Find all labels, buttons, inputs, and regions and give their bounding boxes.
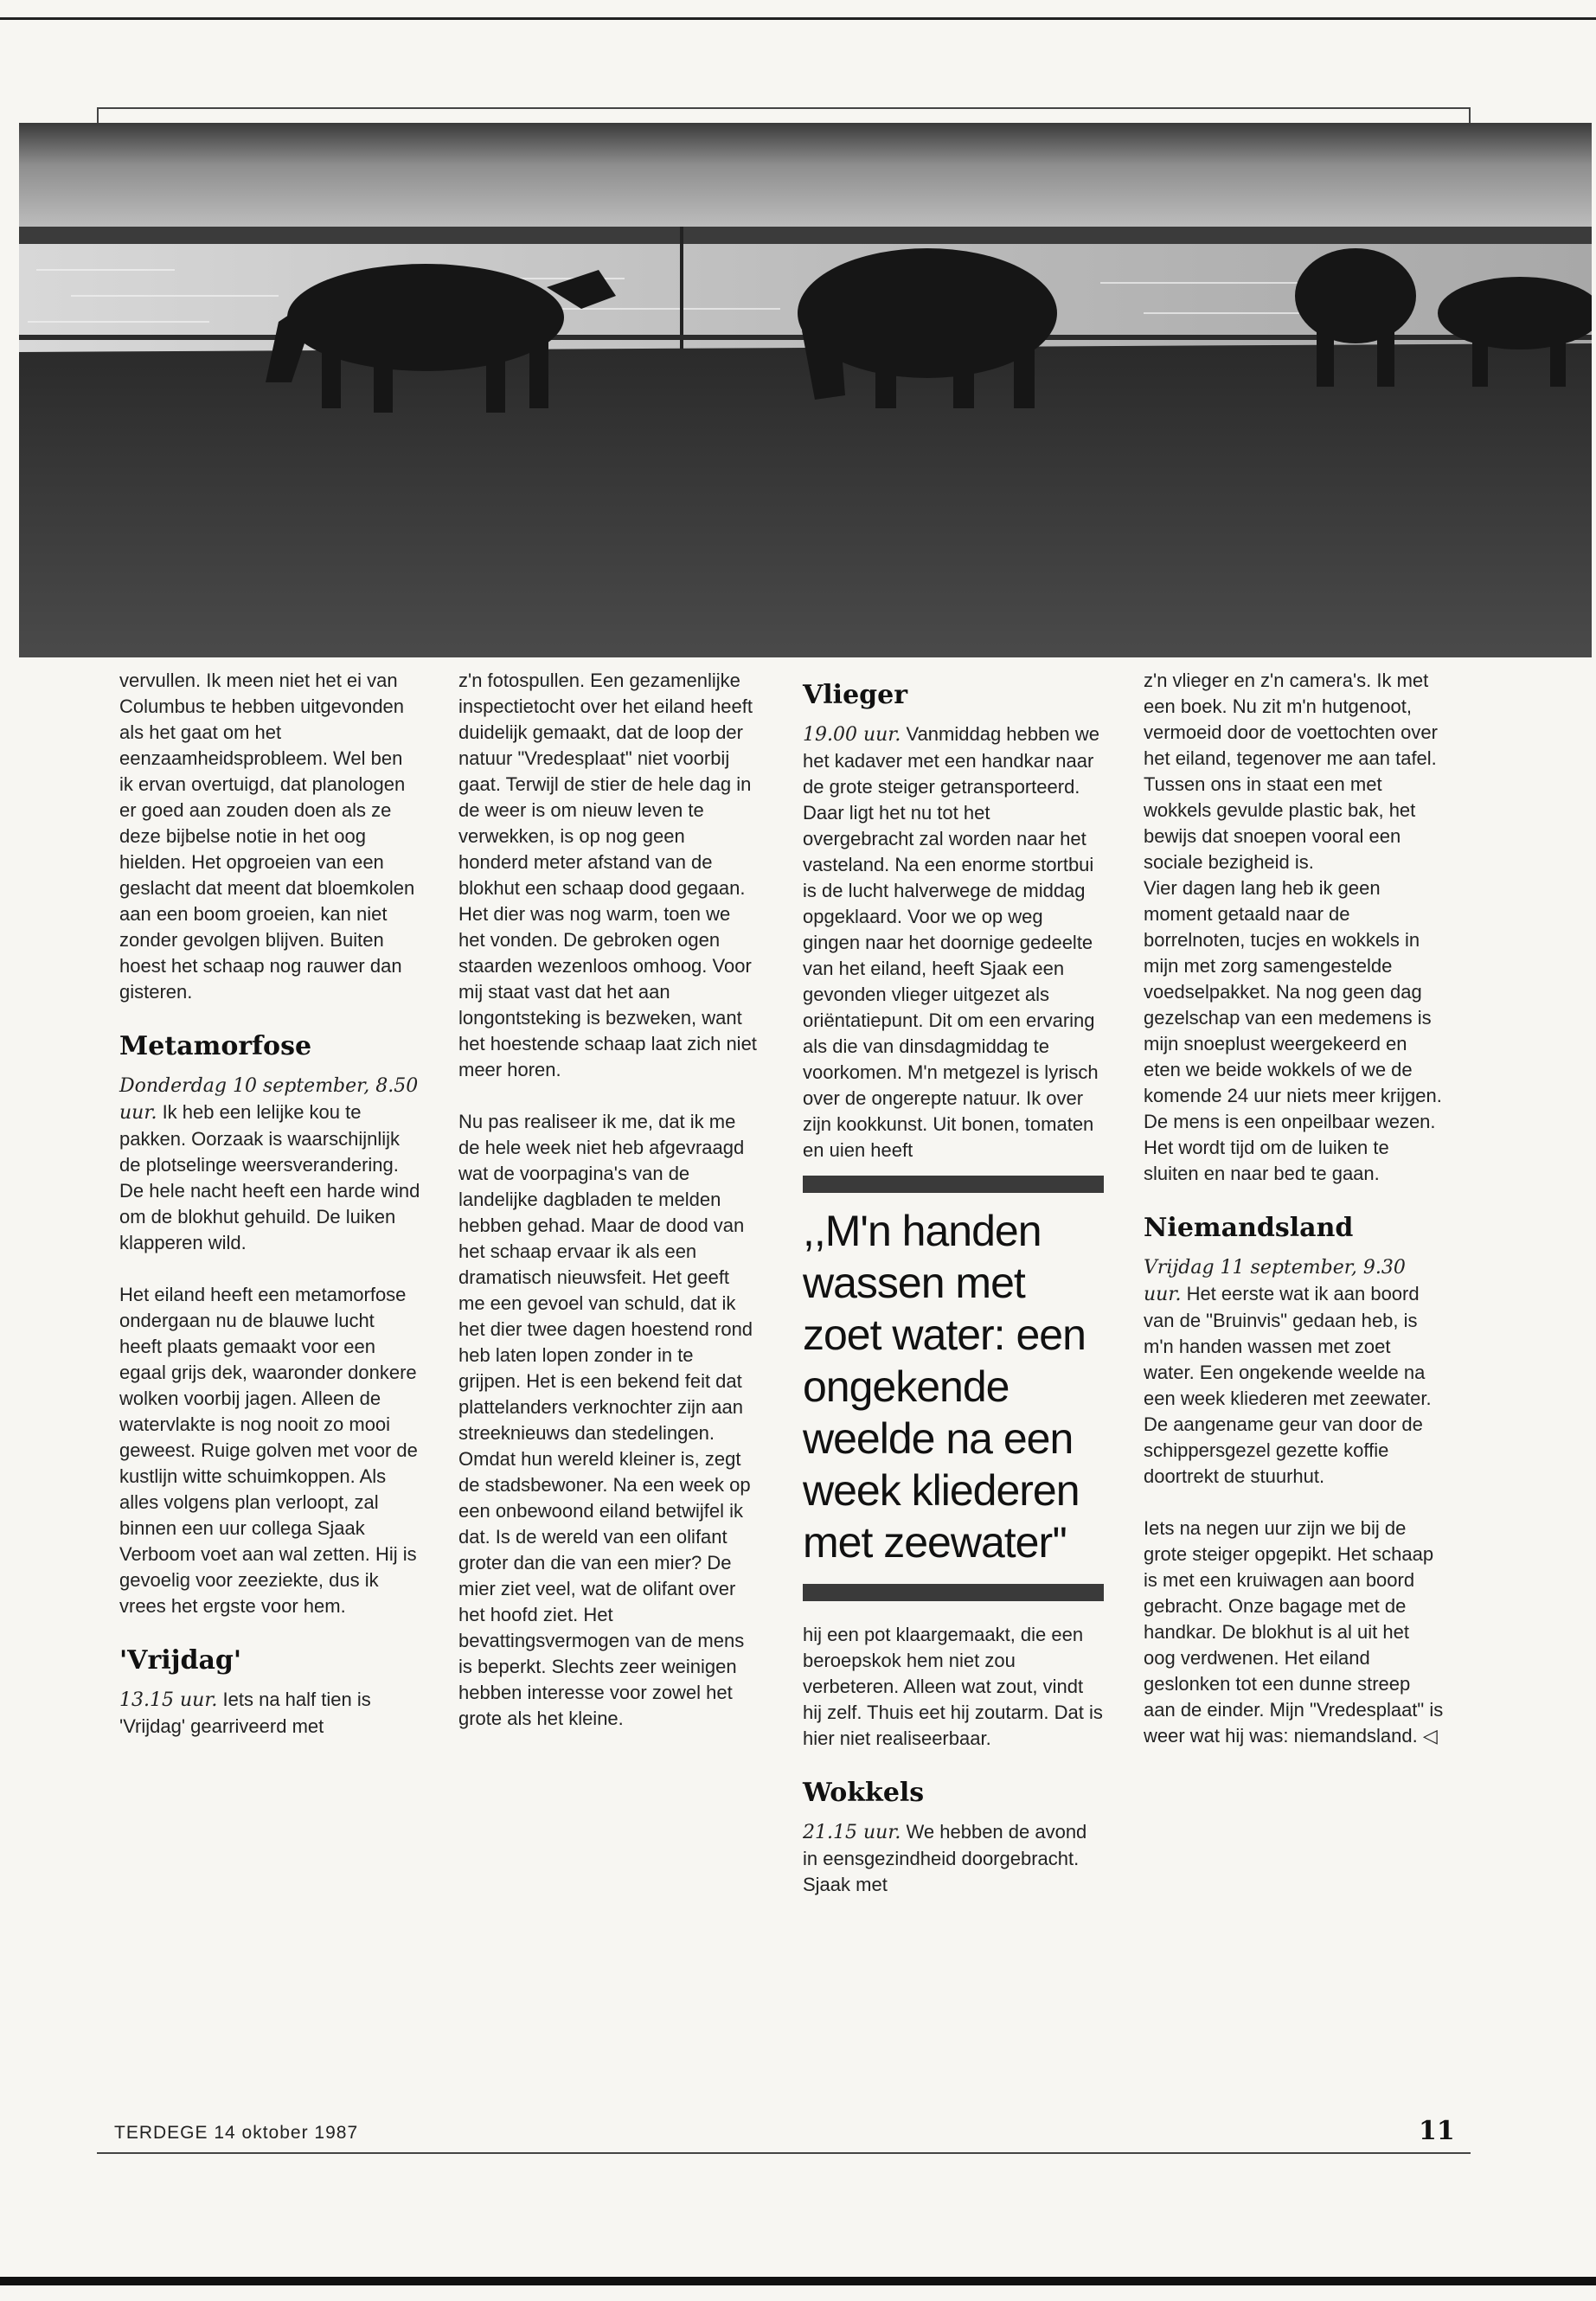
column-1 [119, 668, 420, 1740]
col4-paragraph-3: Het eerste wat ik aan boord van de "Bruinvis" gedaan heb, is m'n handen wassen met zoet water. Een ongekende weelde na een week kliederen met zeewater. De aangename geur van door de schippersgezel gezette koffie doortrekt de stuurhut. [1144, 1283, 1432, 1487]
col4-paragraph-4: Iets na negen uur zijn we bij de grote steiger opgepikt. Het schaap is met een kruiwagen aan boord gebracht. Onze bagage met de handkar. De blokhut is al uit het oog verdwenen. Het eiland geslonken tot een dunne streep aan de einder. Mijn "Vredesplaat" is weer wat hij was: niemandsland. ◁ [1144, 1517, 1444, 1747]
pull-quote-bottom-bar [803, 1584, 1104, 1601]
heading-vlieger: Vlieger [803, 680, 908, 710]
col2-paragraph-1: z'n fotospullen. Een gezamenlijke inspectietocht over het eiland heeft duidelijk gemaakt, dat de loop der natuur "Vredesplaat" niet voorbij gaat. Terwijl de stier de hele dag in de weer is om nieuw leven te verwekken, is op nog geen honderd meter afstand van de blokhut een schaap dood gegaan. Het dier was nog warm, toen we het vonden. De gebroken ogen staarden wezenloos omhoog. Voor mij staat vast dat het aan longontsteking is bezweken, want het hoestende schaap laat zich niet meer horen. [458, 670, 757, 1080]
top-rule [0, 17, 1596, 20]
col3-paragraph-1: Vanmiddag hebben we het kadaver met een handkar naar de grote steiger getransporteerd. Daar ligt het nu tot het overgebracht zal worden naar het vasteland. Na een enorme stortbui is de lucht halverwege de middag opgeklaard. Voor we op weg gingen naar het doornige gedeelte van het eiland, heeft Sjaak een gevonden vlieger uitgezet als oriëntatiepunt. Dit om een ervaring als die van dinsdagmiddag te voorkomen. M'n metgezel is lyrisch over de ongerepte natuur. Ik over zijn kookkunst. Uit bonen, tomaten en uien heeft [803, 723, 1099, 1161]
bottom-frame-rule [97, 2152, 1471, 2154]
dateline-vlieger: 19.00 uur. [803, 724, 901, 746]
dateline-niemandsland: Vrijdag 11 september, 9.30 uur. [1144, 1257, 1406, 1305]
publication-footer: TERDEGE 14 oktober 1987 [114, 2123, 359, 2143]
dateline-wokkels: 21.15 uur. [803, 1822, 901, 1843]
col1-paragraph-2: Ik heb een lelijke kou te pakken. Oorzaak is waarschijnlijk de plotselinge weersverandering. De hele nacht heeft een harde wind om de blokhut gehuild. De luiken klapperen wild. [119, 1101, 420, 1253]
column-3 [803, 668, 1104, 1898]
page-number: 11 [1419, 2116, 1455, 2146]
dateline-vrijdag: 13.15 uur. [119, 1689, 218, 1711]
heading-wokkels: Wokkels [803, 1778, 925, 1808]
col4-paragraph-2: Vier dagen lang heb ik geen moment getaald naar de borrelnoten, tucjes en wokkels in mijn met zorg samengestelde voedselpakket. Na nog geen dag gezelschap van een medemens is mijn snoeplust weergekeerd en eten we beide wokkels of we de komende 24 uur niets meer krijgen. De mens is een onpeilbaar wezen. Het wordt tijd om de luiken te sluiten en naar bed te gaan. [1144, 877, 1442, 1184]
dateline-donderdag: Donderdag 10 september, 8.50 uur. [119, 1075, 419, 1124]
pull-quote-top-bar [803, 1176, 1104, 1193]
column-4 [1144, 668, 1445, 1749]
column-2 [458, 668, 760, 1732]
col4-paragraph-1: z'n vlieger en z'n camera's. Ik met een boek. Nu zit m'n hutgenoot, vermoeid door de voettochten over het eiland, tegenover me aan tafel. Tussen ons in staat een met wokkels gevulde plastic bak, het bewijs dat snoepen vooral een sociale bezigheid is. [1144, 670, 1438, 873]
horses-silhouette-photo [19, 123, 1592, 657]
heading-niemandsland: Niemandsland [1144, 1213, 1354, 1243]
frame-left-tick [97, 107, 99, 125]
col1-paragraph-3: Het eiland heeft een metamorfose ondergaan nu de blauwe lucht heeft plaats gemaakt voor een egaal grijs dek, waaronder donkere wolken voorbij jagen. Alleen de watervlakte is nog nooit zo mooi geweest. Ruige golven met voor de kustlijn witte schuimkoppen. Als alles volgens plan verloopt, zal binnen een uur collega Sjaak Verboom voet aan wal zetten. Hij is gevoelig voor zeeziekte, dus ik vrees het ergste voor hem. [119, 1284, 418, 1617]
col1-paragraph-1: vervullen. Ik meen niet het ei van Columbus te hebben uitgevonden als het gaat om het eenzaamheidsprobleem. Wel ben ik ervan overtuigd, dat planologen er goed aan zouden doen als ze deze bijbelse notie in het oog hielden. Het opgroeien van een geslacht dat meent dat bloemkolen aan een boom groeien, kan niet zonder gevolgen blijven. Buiten hoest het schaap nog rauwer dan gisteren. [119, 670, 415, 1003]
pull-quote-text: ,,M'n handen wassen met zoet water: een ongekende weelde na een week kliederen met zeewater'' [803, 1207, 1086, 1567]
col1-paragraph-4: Iets na half tien is 'Vrijdag' gearriveerd met [119, 1689, 371, 1737]
col3-paragraph-3: We hebben de avond in eensgezindheid doorgebracht. Sjaak met [803, 1821, 1087, 1895]
heading-vrijdag: 'Vrijdag' [119, 1645, 242, 1676]
frame-right-tick [1469, 107, 1471, 125]
col2-paragraph-2: Nu pas realiseer ik me, dat ik me de hele week niet heb afgevraagd wat de voorpagina's van de landelijke dagbladen te melden hebben gehad. Maar de dood van het schaap ervaar ik als een dramatisch nieuwsfeit. Het geeft me een gevoel van schuld, dat ik het dier twee dagen hoestend rond heb laten lopen zonder in te grijpen. Het is een bekend feit dat plattelanders verknochter zijn aan streeknieuws dan stedelingen. Omdat hun wereld kleiner is, zegt de stadsbewoner. Na een week op een onbewoond eiland betwijfel ik dat. Is de wereld van een olifant groter dan die van een mier? De mier ziet veel, wat de olifant over het hoofd ziet. Het bevattingsvermogen van de mens is beperkt. Slechts zeer weinigen hebben interesse voor zowel het grote als het kleine. [458, 1111, 753, 1729]
col3-paragraph-2: hij een pot klaargemaakt, die een beroepskok hem niet zou verbeteren. Alleen wat zout, vindt hij zelf. Thuis eet hij zoutarm. Dat is hier niet realiseerbaar. [803, 1624, 1103, 1749]
pull-quote [803, 1176, 1104, 1601]
frame-top-rule [97, 107, 1471, 109]
bottom-rule [0, 2277, 1596, 2285]
heading-metamorfose: Metamorfose [119, 1031, 312, 1061]
